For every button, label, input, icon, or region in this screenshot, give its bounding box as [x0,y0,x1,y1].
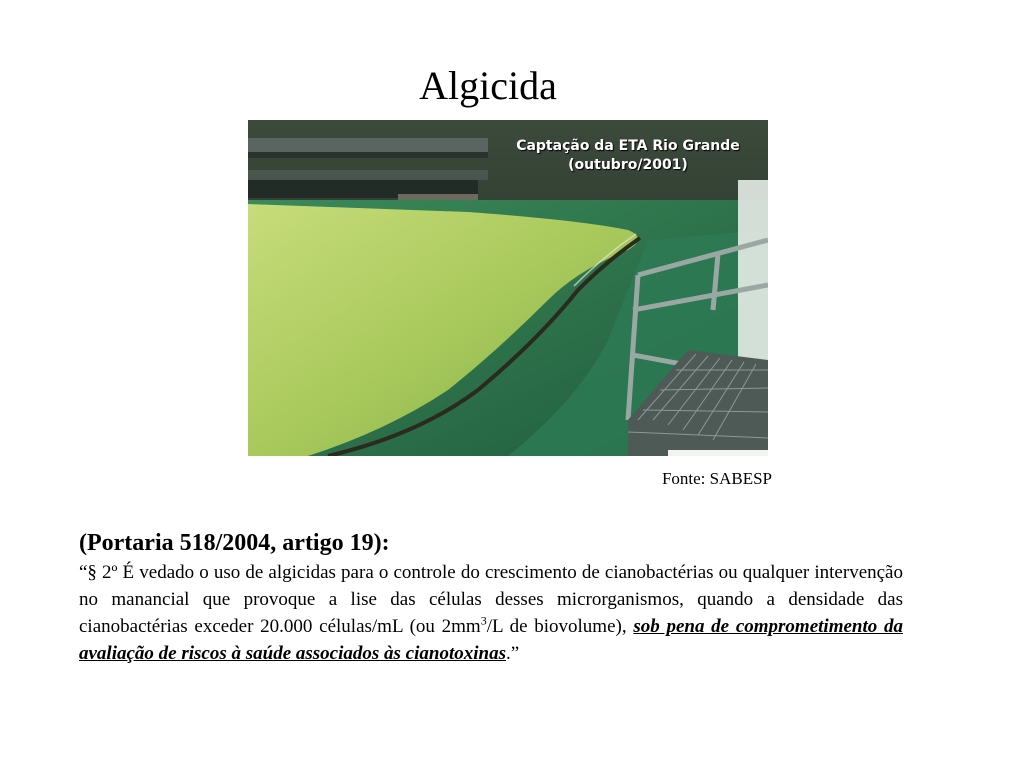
body-superscript: 3 [480,613,487,628]
water-intake-photo [248,120,768,456]
body-emphasis: sob pena de comprometimento da avaliação de riscos à saúde associados às cianotoxinas [79,616,903,664]
body-closing: .” [505,643,520,664]
body-part2: /L de biovolume), [486,616,634,637]
regulation-quote [79,528,903,667]
regulation-body [79,559,903,667]
regulation-heading: (Portaria 518/2004, artigo 19): [79,530,390,556]
body-part1: “§ 2º É vedado o uso de algicidas para o controle do crescimento de cianobactérias ou qualquer intervenção no manancial que provoque a lise das células desses microrganismos, quando a densidade das cianobactérias exceder 20.000 células/mL (ou 2mm [79,562,903,637]
photo-caption-line2: (outubro/2001) [568,157,688,173]
image-source: Fonte: SABESP [661,469,772,488]
photo-caption-line1: Captação da ETA Rio Grande [516,138,740,154]
slide-title: Algicida [419,63,557,108]
